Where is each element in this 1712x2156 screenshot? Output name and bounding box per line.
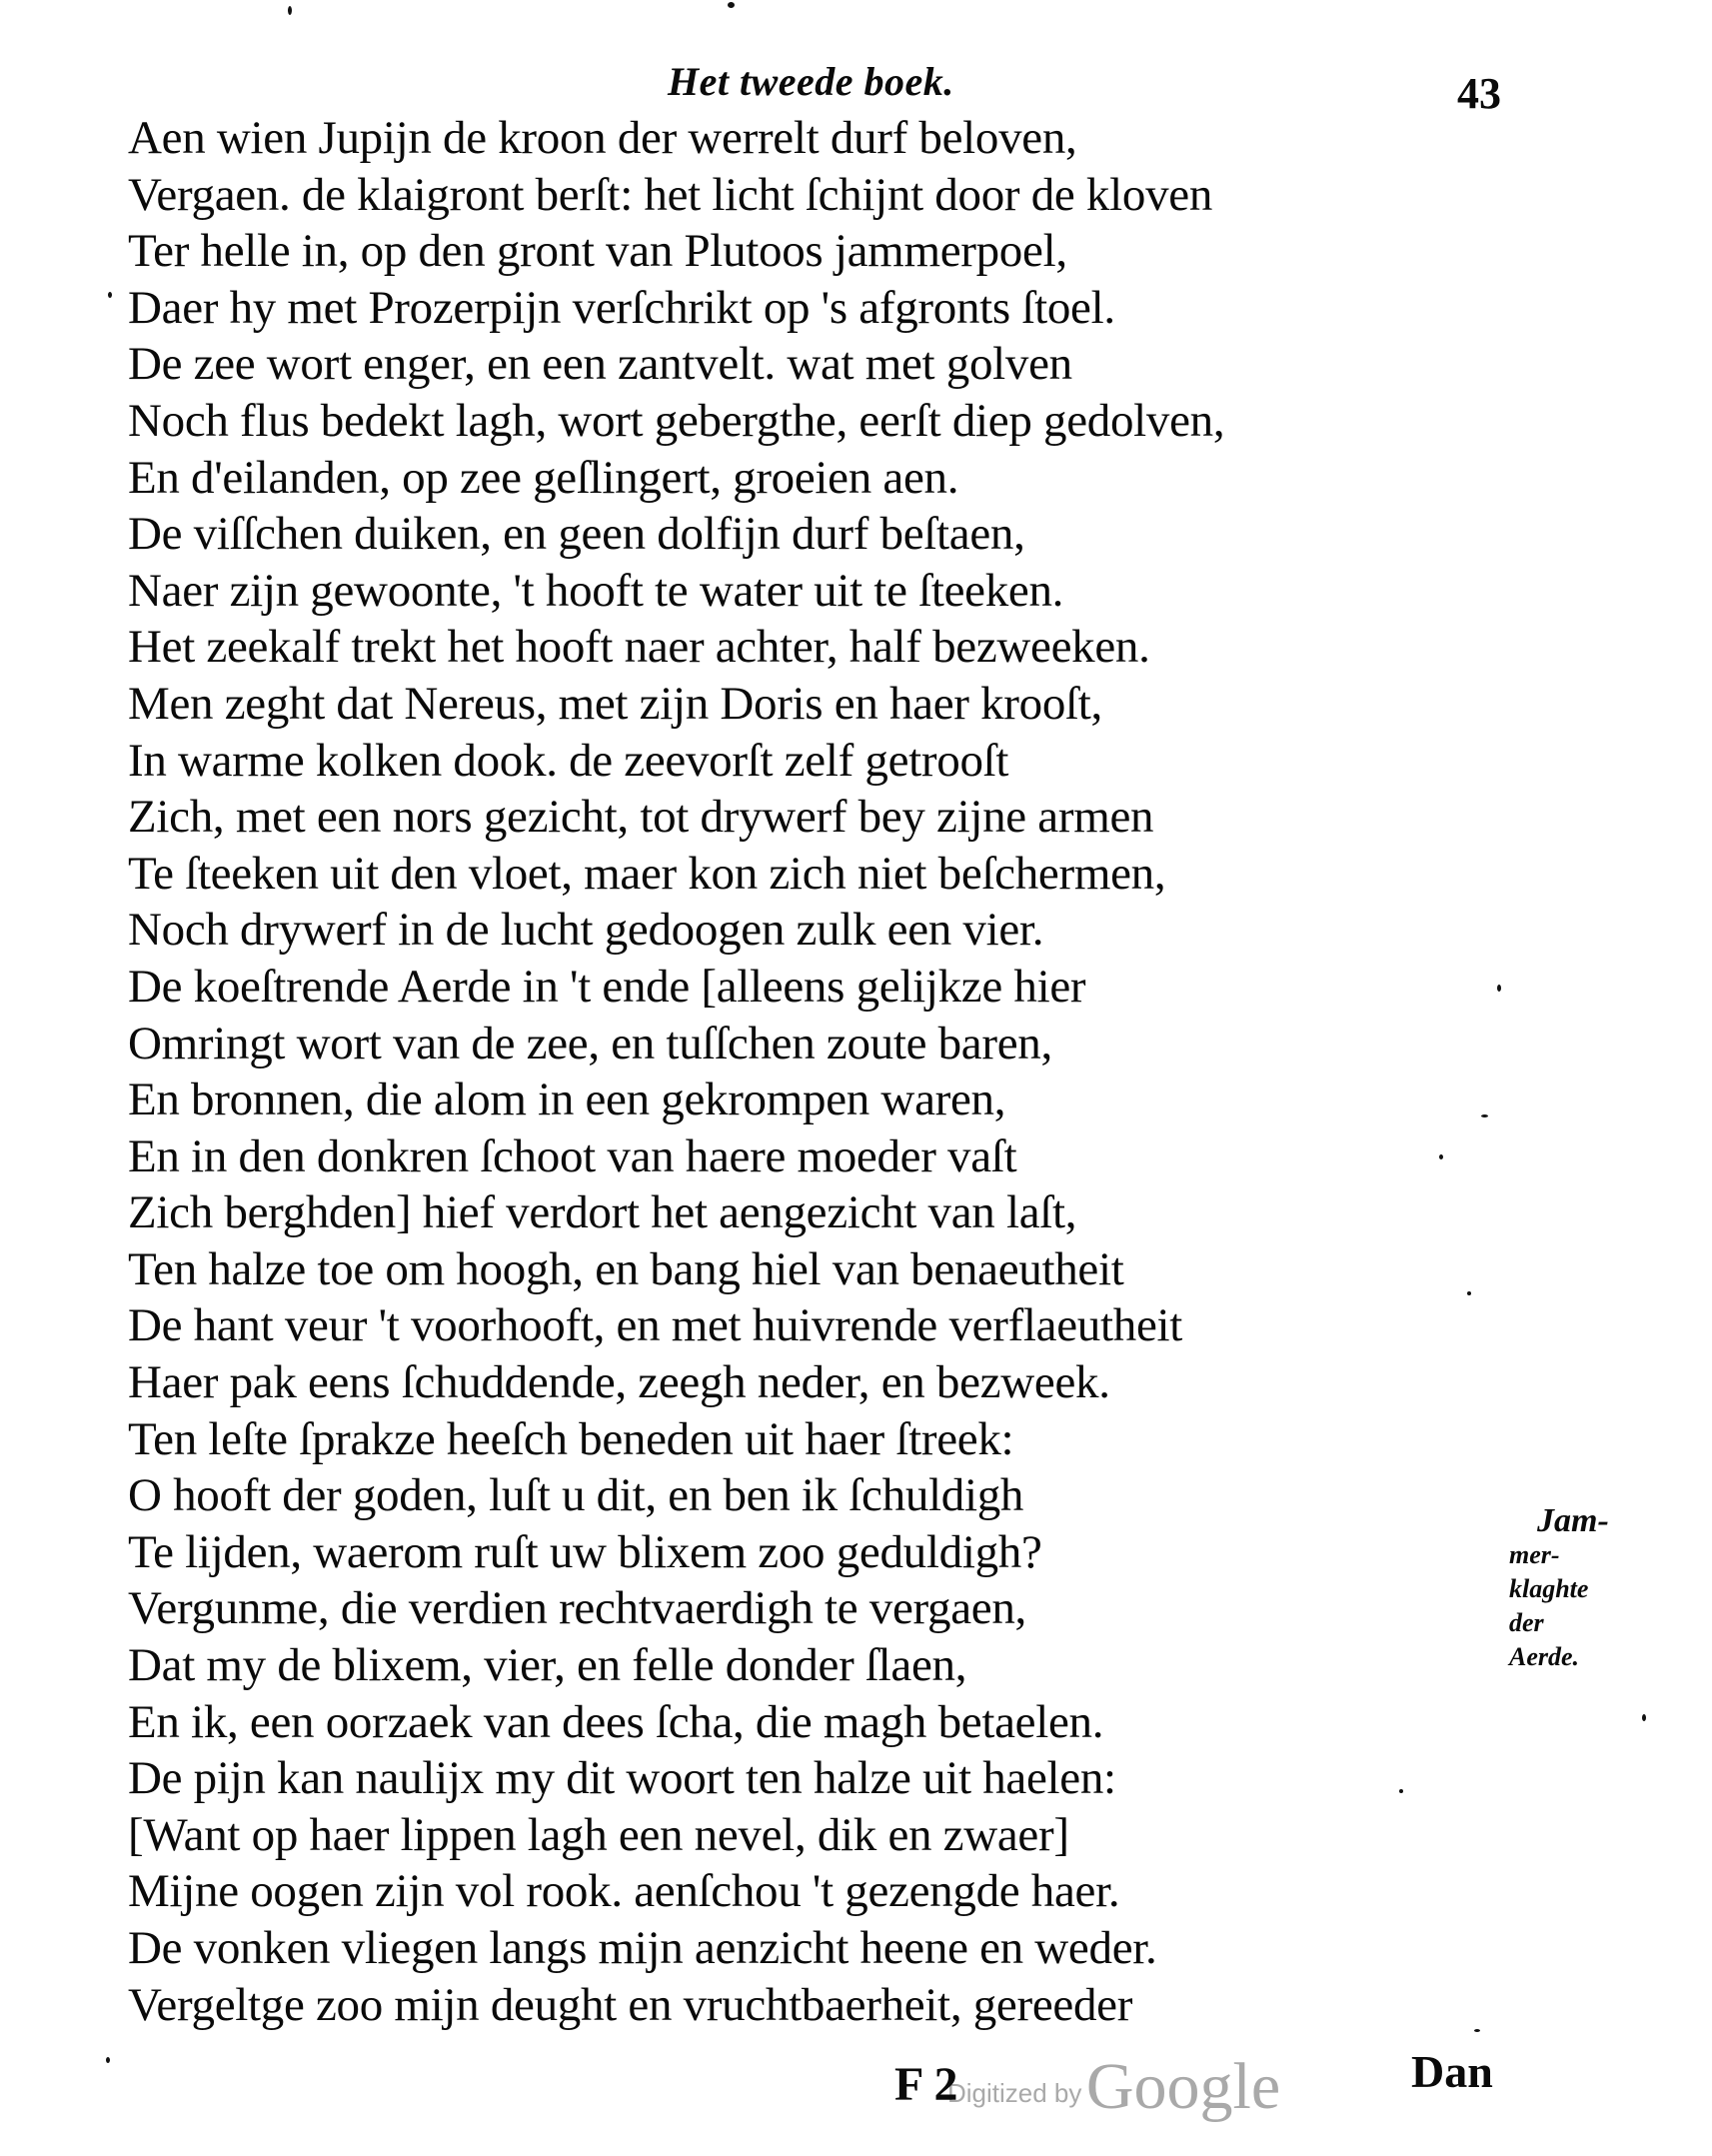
verse-line: Daer hy met Prozerpijn verſchrikt op 's afgronts ſtoel. <box>128 281 1115 334</box>
verse-line: Te lijden, waerom ruſt uw blixem zoo geduldigh? <box>128 1525 1042 1578</box>
ink-speck <box>108 292 112 298</box>
verse-line: De zee wort enger, en een zantvelt. wat met golven <box>128 338 1072 391</box>
digitized-by-google-watermark <box>947 2049 1280 2125</box>
ink-speck <box>1399 1789 1403 1793</box>
signature-mark: F 2 <box>894 2058 958 2111</box>
verse-line: Haer pak eens ſchuddende, zeegh neder, en bezweek. <box>128 1356 1110 1409</box>
ink-speck <box>106 2057 110 2063</box>
verse-line: Naer zijn gewoonte, 't hooft te water uit te ſteeken. <box>128 564 1064 617</box>
verse-line: Vergeltge zoo mijn deught en vruchtbaerheit, gereeder <box>128 1978 1133 2031</box>
catchword: Dan <box>1411 2046 1493 2097</box>
verse-line: De pijn kan naulijx my dit woort ten halze uit haelen: <box>128 1752 1116 1805</box>
verse-line: Ten halze toe om hoogh, en bang hiel van benaeutheit <box>128 1242 1124 1295</box>
verse-line: Men zeght dat Nereus, met zijn Doris en haer krooſt, <box>128 677 1103 730</box>
verse-line: Mijne oogen zijn vol rook. aenſchou 't gezengde haer. <box>128 1865 1120 1918</box>
verse-line: Zich, met een nors gezicht, tot drywerf bey zijne armen <box>128 791 1154 844</box>
verse-line: Aen wien Jupijn de kroon der werrelt durf beloven, <box>128 112 1077 164</box>
verse-line: De viſſchen duiken, en geen dolfijn durf beſtaen, <box>128 508 1025 561</box>
marginal-note <box>1509 1504 1629 1674</box>
verse-line: En in den donkren ſchoot van haere moeder vaſt <box>128 1129 1017 1182</box>
verse-line: Zich berghden] hief verdort het aengezicht van laſt, <box>128 1186 1077 1239</box>
verse-line: De koeſtrende Aerde in 't ende [alleens gelijkze hier <box>128 960 1086 1013</box>
marginal-note-line: Jam- <box>1537 1502 1609 1539</box>
verse-line: En bronnen, die alom in een gekrompen waren, <box>128 1074 1006 1126</box>
verse-line: Dat my de blixem, vier, en felle donder ſlaen, <box>128 1639 967 1692</box>
verse-line: O hooft der goden, luſt u dit, en ben ik ſchuldigh <box>128 1469 1024 1522</box>
marginal-note-line: der <box>1509 1608 1544 1637</box>
verse-line: [Want op haer lippen lagh een nevel, dik en zwaer] <box>128 1808 1069 1861</box>
verse-line: Ten leſte ſprakze heeſch beneden uit haer ſtreek: <box>128 1412 1014 1465</box>
marginal-note-line: mer- <box>1509 1540 1560 1569</box>
ink-speck <box>1474 2029 1480 2032</box>
verse-text <box>128 110 1527 2033</box>
ink-speck <box>728 2 735 8</box>
verse-line: En ik, een oorzaek van dees ſcha, die magh betaelen. <box>128 1695 1104 1748</box>
ink-speck <box>1497 985 1501 992</box>
google-logo-text: Google <box>1085 2050 1281 2123</box>
verse-line: De hant veur 't voorhooft, en met huivrende verflaeutheit <box>128 1299 1183 1352</box>
marginal-note-line: klaghte <box>1509 1574 1589 1603</box>
verse-line: Vergaen. de klaigront berſt: het licht ſchijnt door de kloven <box>128 168 1213 221</box>
verse-line: Te ſteeken uit den vloet, maer kon zich niet beſchermen, <box>128 847 1166 900</box>
verse-line: Noch drywerf in de lucht gedoogen zulk een vier. <box>128 904 1044 957</box>
ink-speck <box>1467 1291 1471 1295</box>
verse-line: Noch flus bedekt lagh, wort gebergthe, eerſt diep gedolven, <box>128 394 1225 447</box>
verse-line: Omringt wort van de zee, en tuſſchen zoute baren, <box>128 1017 1052 1070</box>
verse-line: Vergunme, die verdien rechtvaerdigh te vergaen, <box>128 1582 1026 1635</box>
marginal-note-line: Aerde. <box>1509 1642 1580 1671</box>
page-number: 43 <box>1457 69 1501 118</box>
running-head: Het tweede boek. <box>668 59 954 104</box>
verse-line: Ter helle in, op den gront van Plutoos jammerpoel, <box>128 225 1067 278</box>
ink-speck <box>288 6 292 15</box>
verse-line: Het zeekalf trekt het hooft naer achter, half bezweeken. <box>128 621 1150 674</box>
ink-speck <box>1439 1154 1443 1159</box>
verse-line: In warme kolken dook. de zeevorſt zelf getrooſt <box>128 734 1009 787</box>
ink-speck <box>1481 1114 1488 1117</box>
watermark-prefix: Digitized by <box>947 2078 1082 2108</box>
verse-line: En d'eilanden, op zee geſlingert, groeien aen. <box>128 451 959 504</box>
verse-line: De vonken vliegen langs mijn aenzicht heene en weder. <box>128 1922 1157 1974</box>
ink-speck <box>1642 1714 1646 1721</box>
